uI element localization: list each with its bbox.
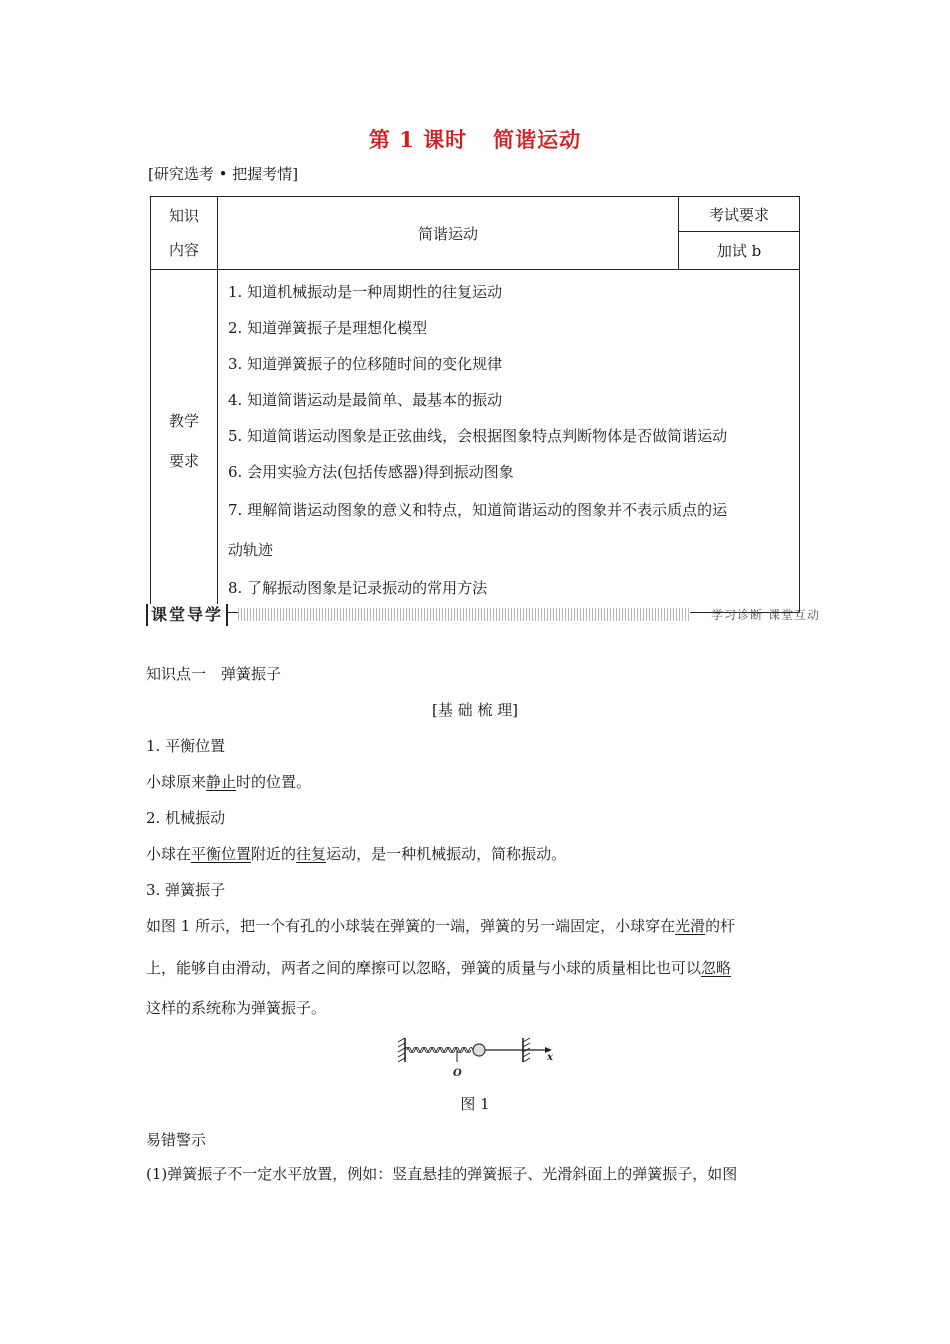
- ball: [473, 1044, 485, 1056]
- page-title: [0, 124, 950, 154]
- spring-oscillator-figure: [395, 1032, 565, 1080]
- knowledge-point-heading: 知识点一 弹簧振子: [146, 665, 282, 683]
- lesson-topic: 简谐运动: [493, 127, 582, 152]
- figure-caption: 图 1: [460, 1095, 490, 1113]
- list-item: 7. 理解简谐运动图象的意义和特点，知道简谐运动的图象并不表示质点的运: [228, 501, 728, 519]
- spring-coil: [405, 1048, 473, 1053]
- list-item: 动轨迹: [228, 541, 274, 559]
- underlined-term: 往复: [296, 845, 327, 863]
- lesson-number: 第 1 课时: [368, 127, 468, 152]
- section-1-title: 1. 平衡位置: [146, 737, 226, 755]
- knowledge-content-cell: 简谐运动: [218, 197, 679, 270]
- list-item: 1. 知道机械振动是一种周期性的往复运动: [228, 283, 503, 301]
- list-item: 2. 知道弹簧振子是理想化模型: [228, 319, 428, 337]
- section-3-title: 3. 弹簧振子: [146, 881, 226, 899]
- requirements-table: [150, 196, 800, 613]
- basic-review-heading: [基 础 梳 理]: [431, 701, 518, 719]
- section-2-title: 2. 机械振动: [146, 809, 226, 827]
- exam-requirement-value: 加试 b: [679, 232, 800, 270]
- list-item: 5. 知道简谐运动图象是正弦曲线，会根据图象特点判断物体是否做简谐运动: [228, 427, 728, 445]
- origin-label: O: [453, 1068, 462, 1079]
- knowledge-label-cell: 知识 内容: [151, 197, 218, 270]
- exam-requirement-header: 考试要求: [679, 197, 800, 232]
- section-label: [研究选考 • 把握考情]: [148, 165, 299, 183]
- list-item: 3. 知道弹簧振子的位移随时间的变化规律: [228, 355, 503, 373]
- list-item: 4. 知道简谐运动是最简单、最基本的振动: [228, 391, 503, 409]
- section-3-line-2: 上，能够自由滑动，两者之间的摩擦可以忽略，弹簧的质量与小球的质量相比也可以忽略: [146, 959, 732, 977]
- section-3-line-1: 如图 1 所示，把一个有孔的小球装在弹簧的一端，弹簧的另一端固定，小球穿在光滑的杆: [146, 917, 736, 935]
- banner-right-text: 学习诊断 课堂互动: [711, 608, 820, 622]
- axis-label: x: [547, 1052, 553, 1063]
- warning-item-1: (1)弹簧振子不一定水平放置，例如：竖直悬挂的弹簧振子、光滑斜面上的弹簧振子，如图: [146, 1165, 738, 1183]
- left-wall: [398, 1038, 405, 1062]
- teaching-requirements-list: [218, 270, 800, 613]
- banner-label: 课堂导学: [146, 604, 228, 626]
- underlined-term: 平衡位置: [191, 845, 252, 863]
- list-item: 8. 了解振动图象是记录振动的常用方法: [228, 579, 488, 597]
- list-item: 6. 会用实验方法(包括传感器)得到振动图象: [228, 463, 514, 481]
- section-banner: [146, 604, 820, 626]
- underlined-term: 光滑: [675, 917, 706, 935]
- warning-title: 易错警示: [146, 1131, 207, 1149]
- section-3-line-3: 这样的系统称为弹簧振子。: [146, 999, 327, 1017]
- underlined-term: 静止: [206, 773, 237, 791]
- underlined-term: 忽略: [701, 959, 732, 977]
- banner-hatch: [238, 608, 690, 621]
- teaching-label-cell: 教学 要求: [151, 270, 218, 613]
- section-1-text: 小球原来静止时的位置。: [146, 773, 312, 791]
- section-2-text: 小球在平衡位置附近的往复运动，是一种机械振动，简称振动。: [146, 845, 567, 863]
